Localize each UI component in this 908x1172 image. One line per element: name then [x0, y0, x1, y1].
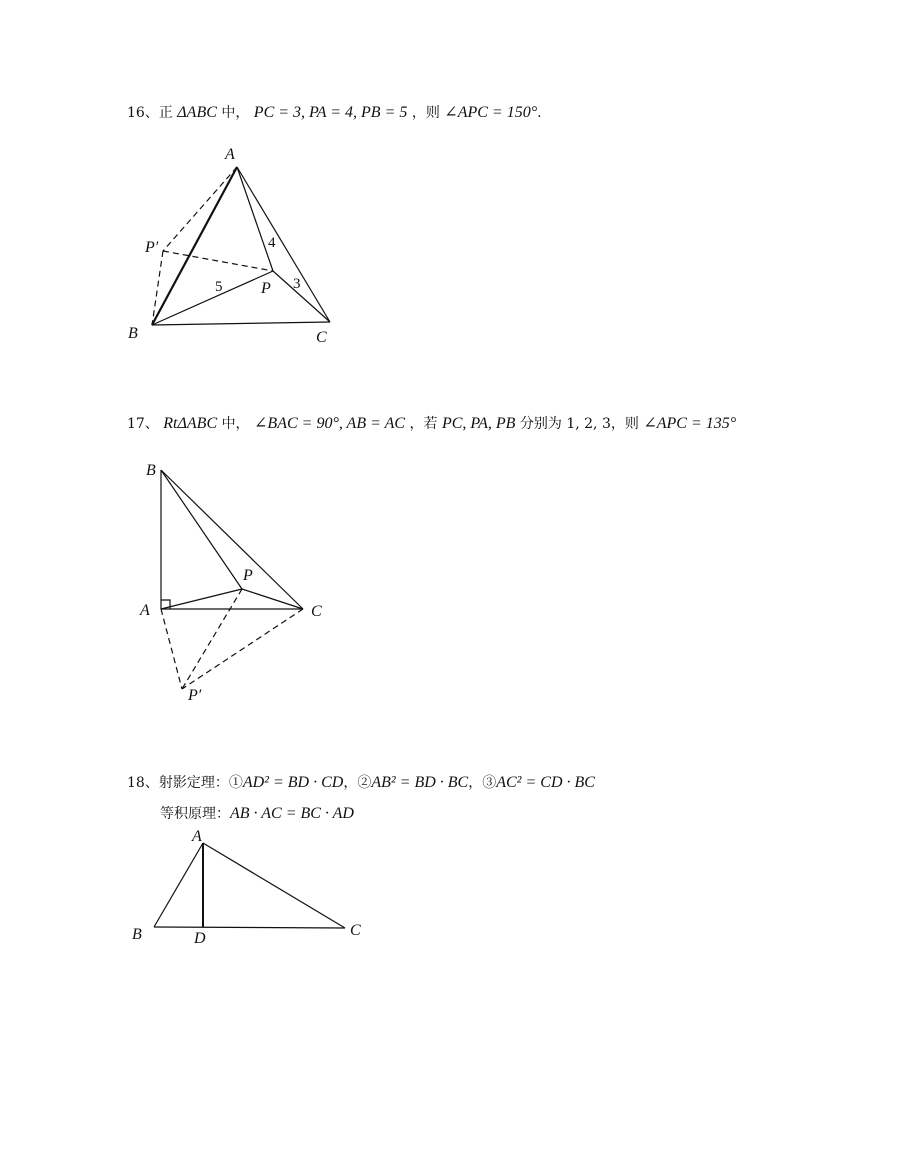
fig16-edge-bc	[152, 322, 330, 325]
figure-18	[154, 843, 345, 928]
problem-18-title: 射影定理：	[158, 775, 229, 791]
problem-16-prefix: 正	[158, 105, 173, 121]
problem-18-line2-formula: AB · AC = BC · AD	[230, 805, 354, 822]
fig18-edge-bc	[154, 927, 345, 928]
fig16-dash-pp	[163, 251, 273, 271]
fig16-label-a: A	[225, 146, 235, 163]
problem-18-item3: AC² = CD · BC	[496, 774, 595, 791]
fig16-seg-pc	[273, 271, 330, 322]
fig17-dash-cp	[182, 609, 303, 689]
fig16-label-b: B	[128, 325, 138, 342]
fig16-label-p: P	[261, 280, 271, 297]
fig17-label-c: C	[311, 603, 322, 620]
problem-18-line2-label: 等积原理：	[160, 806, 230, 822]
fig16-length-pc: 3	[293, 276, 301, 292]
problem-18-item1-mark: ①	[228, 775, 243, 791]
fig18-label-c: C	[350, 922, 361, 939]
problem-17-text: 分别为 1, 2, 3，则	[519, 416, 639, 432]
fig17-label-b: B	[146, 462, 156, 479]
problem-16-given: PC = 3, PA = 4, PB = 5	[253, 104, 408, 121]
figure-16	[152, 167, 330, 325]
fig16-edge-ac	[237, 167, 330, 322]
problem-18-item2: AB² = BD · BC	[371, 774, 469, 791]
fig17-label-p: P	[243, 567, 253, 584]
fig18-label-d: D	[194, 930, 206, 947]
problem-16-mid: 中，	[221, 105, 250, 121]
problem-17-triangle: RtΔABC	[163, 415, 218, 432]
fig17-edge-bc	[161, 470, 303, 609]
problem-17-given: ∠BAC = 90°, AB = AC	[254, 415, 406, 432]
problem-18-sep1: ，	[343, 775, 358, 791]
fig16-length-pb: 5	[215, 279, 223, 295]
fig16-length-pa: 4	[268, 235, 276, 251]
fig16-label-c: C	[316, 329, 327, 346]
problem-18-item2-mark: ②	[357, 775, 372, 791]
fig17-seg-pb	[161, 470, 242, 589]
problem-17-sep: ，若	[409, 416, 438, 432]
fig17-label-p-prime: P′	[188, 687, 202, 704]
fig16-seg-pb	[152, 271, 273, 325]
problem-16-end: .	[537, 105, 542, 121]
fig18-label-b: B	[132, 926, 142, 943]
problem-18-item1: AD² = BD · CD	[242, 774, 344, 791]
fig18-label-a: A	[192, 828, 202, 845]
fig16-edge-ab	[152, 167, 237, 325]
problem-18-item3-mark: ③	[482, 775, 497, 791]
fig17-seg-pa	[161, 589, 242, 609]
fig17-dash-pp	[182, 589, 242, 689]
problem-16-number: 16、	[127, 105, 159, 121]
fig17-dash-ap	[161, 609, 182, 689]
problem-18-sep2: ，	[468, 775, 483, 791]
problem-16-result: ∠APC = 150°	[444, 104, 538, 121]
fig18-edge-ab	[154, 843, 203, 927]
problem-17-result: ∠APC = 135°	[643, 415, 737, 432]
problem-18-number: 18、	[127, 775, 159, 791]
fig16-dash-ap	[163, 167, 237, 251]
problem-16-triangle: ΔABC	[177, 104, 217, 121]
fig18-edge-ac	[203, 843, 345, 928]
problem-17-number: 17、	[127, 416, 159, 432]
figure-17	[161, 470, 303, 689]
fig17-seg-pc	[242, 589, 303, 609]
problem-16-sep: ，则	[411, 105, 440, 121]
fig16-label-p-prime: P′	[145, 239, 159, 256]
fig17-label-a: A	[140, 602, 150, 619]
problem-17-segments: PC, PA, PB	[441, 415, 516, 432]
problem-17-mid: 中，	[221, 416, 250, 432]
